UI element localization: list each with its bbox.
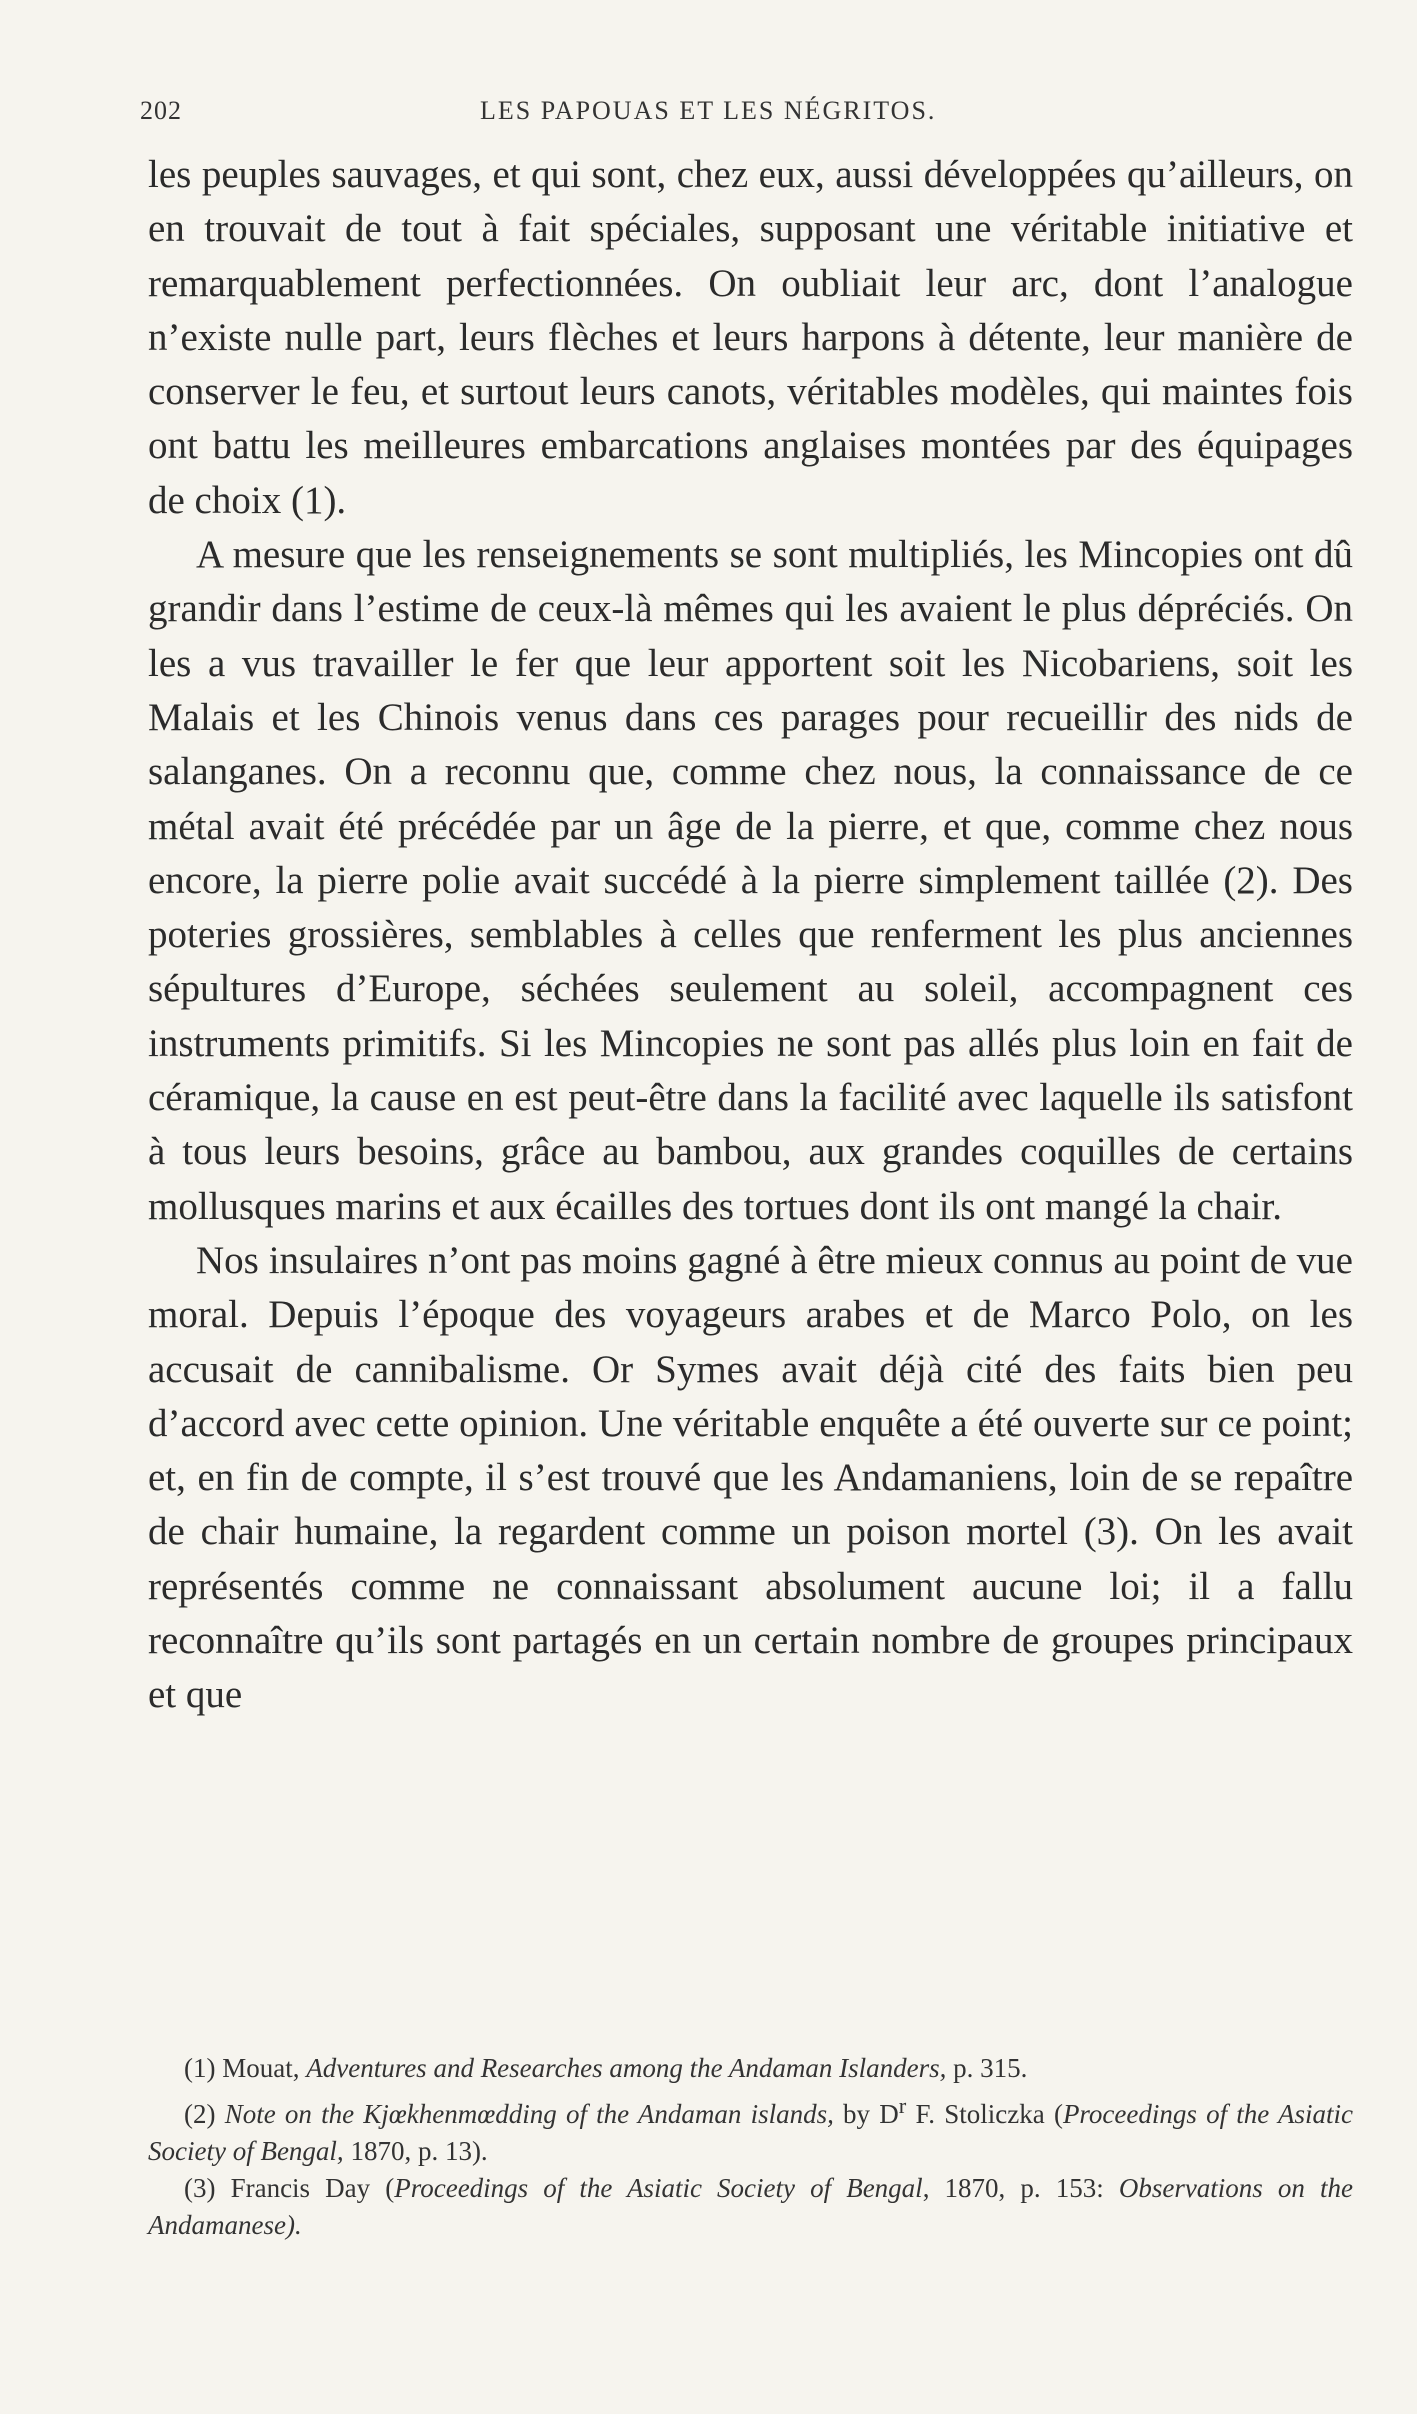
page-number: 202 — [140, 96, 182, 125]
footnote-2-journal: Proceedings of the Asiatic Society of Bengal, — [148, 2099, 1353, 2166]
footnote-2-title: Note on the Kjœkhenmœdding of the Andaman islands, — [224, 2099, 834, 2129]
footnote-3-rest: , 1870, p. 153: — [922, 2173, 1104, 2203]
footnote-1-author: Mouat, — [222, 2053, 300, 2083]
body-text — [148, 148, 1353, 1723]
footnote-2-dr-sup: r — [898, 2093, 907, 2118]
footnote-1-rest: p. 315. — [953, 2053, 1028, 2083]
footnote-2-rest: 1870, p. 13). — [350, 2136, 488, 2166]
footnote-3-mark: (3) — [184, 2173, 216, 2203]
footnote-1-title: Adventures and Researches among the Andaman Islanders, — [306, 2053, 947, 2083]
footnote-2-mark: (2) — [184, 2099, 216, 2129]
page-header — [140, 96, 1350, 136]
footnote-2-open: ( — [1053, 2099, 1063, 2129]
footnote-2-dr — [879, 2093, 907, 2129]
footnote-3-journal: Proceedings of the Asiatic Society of Bengal — [394, 2173, 923, 2203]
footnote-1-mark: (1) — [184, 2053, 216, 2083]
footnote-3-title: Observations on the Andamanese). — [148, 2173, 1353, 2240]
footnote-2-author: F. Stoliczka — [915, 2099, 1045, 2129]
paragraph-2: A mesure que les renseignements se sont multipliés, les Mincopies ont dû grandir dans l’estime de ceux-là mêmes qui les avaient le plus dépréciés. On les a vus travailler le fer que leur apportent soit les Nicobariens, soit les Malais et les Chinois venus dans ces parages pour recueillir des nids de salanganes. On a reconnu que, comme chez nous, la connaissance de ce métal avait été précédée par un âge de la pierre, et que, comme chez nous encore, la pierre polie avait succédé à la pierre simplement taillée (2). Des poteries grossières, semblables à celles que renferment les plus anciennes sépultures d’Europe, séchées seulement au soleil, accompagnent ces instruments primitifs. Si les Mincopies ne sont pas allés plus loin en fait de céramique, la cause en est peut-être dans la facilité avec laquelle ils satisfont à tous leurs besoins, grâce au bambou, aux grandes coquilles de certains mollusques marins et aux écailles des tortues dont ils ont mangé la chair. — [148, 533, 1353, 1228]
paragraph-3: Nos insulaires n’ont pas moins gagné à être mieux connus au point de vue moral. Depuis l’époque des voyageurs arabes et de Marco Polo, on les accusait de cannibalisme. Or Symes avait déjà cité des faits bien peu d’accord avec cette opinion. Une véritable enquête a été ouverte sur ce point; et, en fin de compte, il s’est trouvé que les Andamaniens, loin de se repaître de chair humaine, la regardent comme un poison mortel (3). On les avait représentés comme ne connaissant absolument aucune loi; il a fallu reconnaître qu’ils sont partagés en un certain nombre de groupes principaux et que — [148, 1238, 1353, 1717]
footnote-2 — [148, 2087, 1353, 2170]
footnotes — [148, 2050, 1353, 2244]
footnote-3 — [148, 2170, 1353, 2244]
footnote-1 — [148, 2050, 1353, 2087]
footnote-3-author: Francis Day — [230, 2173, 371, 2203]
footnote-2-by: by — [843, 2099, 871, 2129]
paragraph-1: les peuples sauvages, et qui sont, chez eux, aussi développées qu’ailleurs, on en trouvait de tout à fait spéciales, supposant une véritable initiative et remarquablement perfectionnées. On oubliait leur arc, dont l’analogue n’existe nulle part, leurs flèches et leurs harpons à détente, leur manière de conserver le feu, et surtout leurs canots, véritables modèles, qui maintes fois ont battu les meilleures embarcations anglaises montées par des équipages de choix (1). — [148, 153, 1353, 522]
running-title: LES PAPOUAS ET LES NÉGRITOS. — [480, 96, 937, 125]
footnote-3-open: ( — [385, 2173, 395, 2203]
footnote-2-dr-text: D — [879, 2099, 899, 2129]
